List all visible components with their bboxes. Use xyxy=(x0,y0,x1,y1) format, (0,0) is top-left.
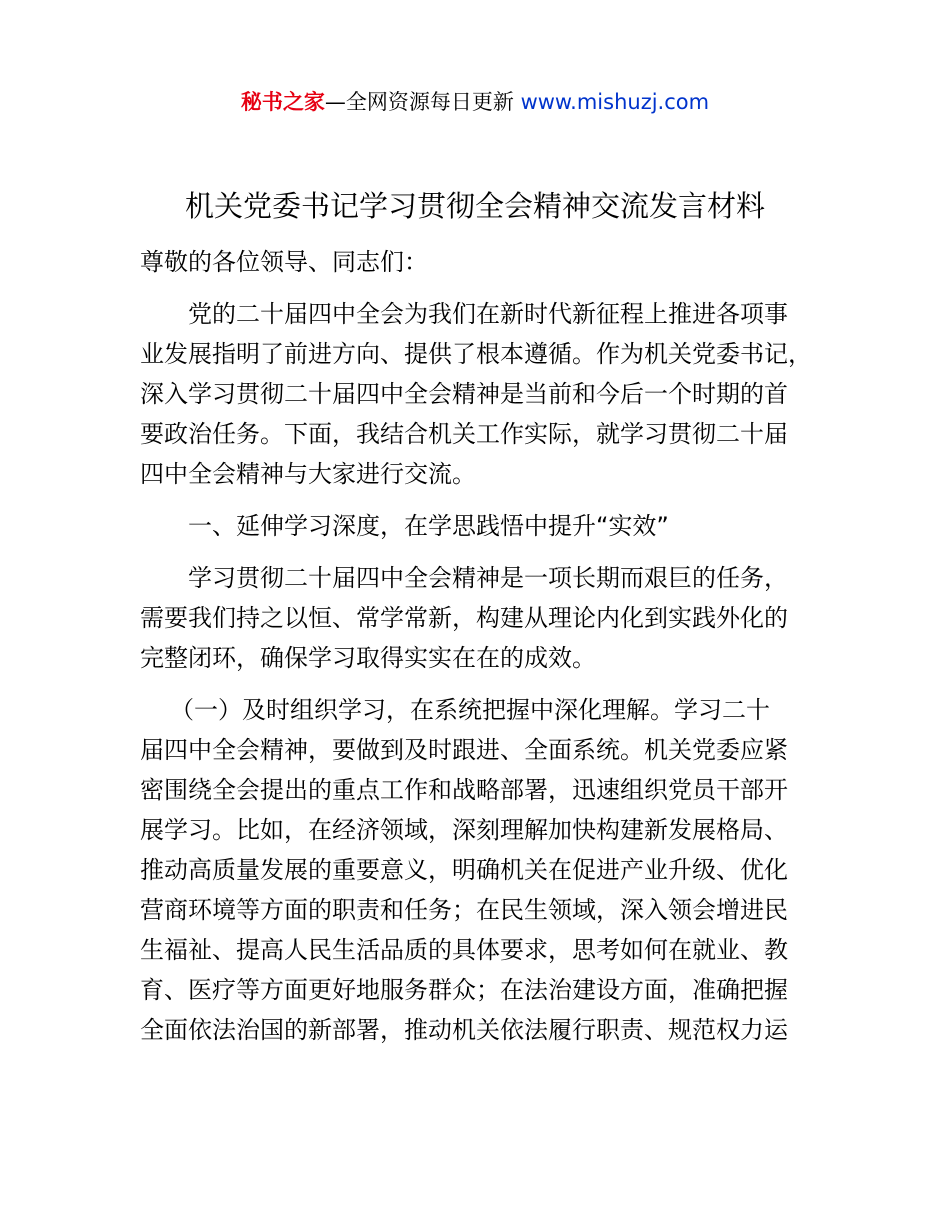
paragraph-section1 xyxy=(140,558,812,678)
site-url-link[interactable]: www.mishuzj.com xyxy=(520,90,710,114)
document-body xyxy=(140,242,812,1050)
salutation: 尊敬的各位领导、同志们： xyxy=(140,248,428,276)
paragraph-line: 学习贯彻二十届四中全会精神是一项长期而艰巨的任务， xyxy=(188,564,788,592)
site-brand: 秘书之家 xyxy=(240,90,325,114)
paragraph-line: 密围绕全会提出的重点工作和战略部署，迅速组织党员干部开 xyxy=(140,776,788,804)
site-header xyxy=(0,86,950,118)
section-heading xyxy=(140,506,812,546)
paragraph-intro xyxy=(140,294,812,494)
paragraph-line: 深入学习贯彻二十届四中全会精神是当前和今后一个时期的首 xyxy=(140,380,788,408)
paragraph-line: 展学习。比如，在经济领域，深刻理解加快构建新发展格局、 xyxy=(140,816,788,844)
paragraph-line: 营商环境等方面的职责和任务；在民生领域，深入领会增进民 xyxy=(140,896,788,924)
paragraph-line: 党的二十届四中全会为我们在新时代新征程上推进各项事 xyxy=(188,300,788,328)
paragraph-line: 全面依法治国的新部署，推动机关依法履行职责、规范权力运 xyxy=(140,1016,788,1044)
paragraph-subsection1 xyxy=(140,690,812,1050)
section-heading-text: 一、延伸学习深度，在学思践悟中提升“实效” xyxy=(188,512,669,540)
paragraph-line: 要政治任务。下面，我结合机关工作实际，就学习贯彻二十届 xyxy=(140,420,788,448)
paragraph-line: 届四中全会精神，要做到及时跟进、全面系统。机关党委应紧 xyxy=(140,736,788,764)
site-tagline: —全网资源每日更新 xyxy=(324,90,521,114)
paragraph-line: 完整闭环，确保学习取得实实在在的成效。 xyxy=(140,644,596,672)
paragraph-line: 需要我们持之以恒、常学常新，构建从理论内化到实践外化的 xyxy=(140,604,788,632)
document-title: 机关党委书记学习贯彻全会精神交流发言材料 xyxy=(184,189,765,223)
paragraph-line: 业发展指明了前进方向、提供了根本遵循。作为机关党委书记， xyxy=(140,340,812,368)
paragraph-line: 育、医疗等方面更好地服务群众；在法治建设方面，准确把握 xyxy=(140,976,788,1004)
paragraph-line: （一）及时组织学习，在系统把握中深化理解。学习二十 xyxy=(170,696,770,724)
paragraph-line: 生福祉、提高人民生活品质的具体要求，思考如何在就业、教 xyxy=(140,936,788,964)
paragraph-line: 四中全会精神与大家进行交流。 xyxy=(140,460,476,488)
paragraph-line: 推动高质量发展的重要意义，明确机关在促进产业升级、优化 xyxy=(140,856,788,884)
